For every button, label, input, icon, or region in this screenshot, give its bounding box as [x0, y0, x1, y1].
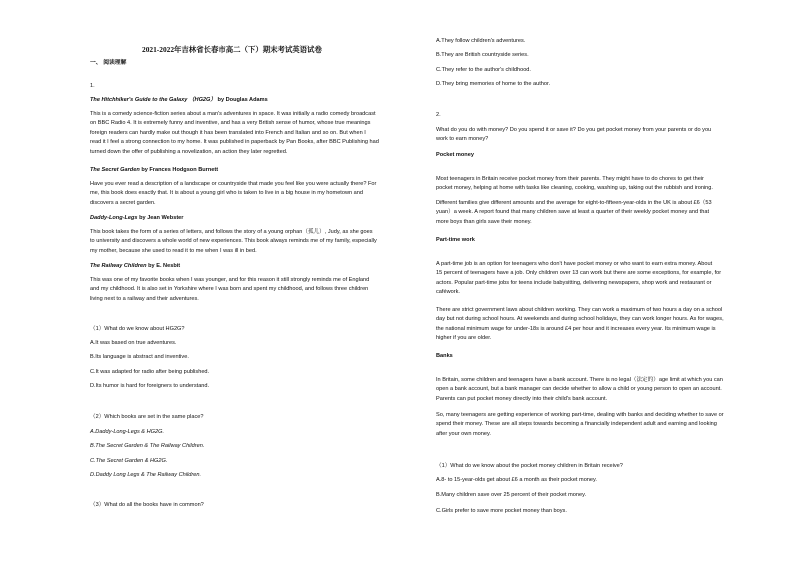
text-line: my mother, because she used to read it to me when I was ill in bed.: [90, 247, 257, 254]
paragraph: [436, 411, 724, 439]
text-line: A part-time job is an option for teenagers who don't have pocket money or who want to earn extra money. About: [436, 261, 713, 267]
text-line: more boys than girls save their money.: [436, 218, 532, 225]
text-line: living next to a railway and their adventures.: [90, 295, 199, 302]
paragraph: [436, 306, 724, 344]
section-heading: 一、 阅读理解: [90, 60, 127, 66]
option: C.The Secret Garden & HG2G.: [90, 457, 168, 464]
text-line: Have you ever read a description of a landscape or countryside that made you feel like you were actually there? For: [90, 181, 377, 187]
book-author: by Jean Webster: [139, 215, 184, 221]
option-list: [436, 37, 550, 90]
text-line: to university and discovers a whole world of new experiences. This book always reminds me of my family, especially: [90, 238, 377, 245]
book-title: Daddy-Long-Legs: [90, 215, 138, 221]
book-title: The Railway Children: [90, 263, 147, 269]
book-title: The Secret Garden: [90, 167, 140, 173]
option: C.It was adapted for radio after being published.: [90, 368, 210, 375]
text-line: caféwork.: [436, 289, 460, 296]
text-line: foreign readers can hardly make out though it has been translated into French and Italian and so on. But when I: [90, 129, 366, 136]
option-list: [436, 476, 597, 516]
question: （2）Which books are set in the same place?: [90, 414, 204, 420]
text-line: Parents can put pocket money directly into their child's bank account.: [436, 395, 608, 402]
question: （1）What do we know about HG2G?: [90, 326, 185, 332]
text-line: actors. Popular part-time jobs for teens include babysitting, delivering newspapers, shop work and restaurant or: [436, 279, 712, 286]
option: B.The Secret Garden & The Railway Children.: [90, 443, 205, 450]
text-line: spend their money. These are all steps towards becoming a financially independent adult and earning and looking: [436, 421, 717, 428]
text-line: on BBC Radio 4. It is extremely funny and inventive, and has a very British sense of humor, whose true meanings: [90, 120, 371, 127]
subheading: Part-time work: [436, 237, 475, 243]
option-list: [90, 428, 204, 481]
option: A.They follow children's adventures.: [436, 38, 526, 44]
book-heading: [90, 166, 218, 175]
text-line: In Britain, some children and teenagers have a bank account. There is no legal（法定的）age limit at which you can: [436, 377, 723, 383]
subheading: Pocket money: [436, 152, 474, 158]
paragraph: [436, 199, 712, 227]
text-line: me, this book does exactly that. It is about a young girl who is taken to live in a big house in my hometown and: [90, 190, 364, 197]
book-author: by Douglas Adams: [217, 97, 268, 103]
option: D.They bring memories of home to the author.: [436, 81, 551, 88]
text-line: the national minimum wage for under-18s is around £4 per hour and it increases every year. Its minimum wage is: [436, 325, 716, 332]
text-line: This book takes the form of a series of letters, and follows the story of a young orphan（孤儿）, Judy, as she goes: [90, 229, 373, 235]
book-heading: [90, 96, 268, 105]
text-line: day but not during school hours. At weekends and during school holidays, they can work longer hours. As for wages,: [436, 316, 724, 323]
option: B.Many children save over 25 percent of their pocket money.: [436, 492, 587, 499]
option: C.They refer to the author's childhood.: [436, 66, 531, 73]
text-line: pocket money, helping at home with tasks like cleaning, cooking, washing up, taking out the rubbish and ironing.: [436, 185, 713, 192]
question: （3）What do all the books have in common?: [90, 502, 204, 508]
book-heading: [90, 214, 183, 223]
text-line: So, many teenagers are getting experience of working part-time, dealing with banks and deciding whether to save or: [436, 412, 724, 418]
text-line: and my childhood. It is also set in Yorkshire where I was born and spent my childhood, and follows three children: [90, 286, 369, 293]
option: C.Girls prefer to save more pocket money than boys.: [436, 507, 567, 514]
text-line: yuan）a week. A report found that many children save at least a quarter of their weekly pocket money and that: [436, 209, 710, 216]
paragraph: [90, 110, 379, 157]
text-line: after your own money.: [436, 430, 491, 437]
question-number: 1.: [90, 83, 95, 89]
text-line: There are strict government laws about children working. They can work a maximum of two hours a day on a school: [436, 307, 723, 313]
paragraph: [90, 276, 369, 304]
text-line: work to earn money?: [436, 136, 489, 143]
paragraph: [90, 180, 376, 208]
question-number: 2.: [436, 112, 441, 118]
text-line: turned down the offer of publishing a novelization, an action they later regretted.: [90, 148, 288, 155]
option: A.It was based on true adventures.: [90, 340, 177, 346]
option: D.Its humor is hard for foreigners to understand.: [90, 383, 210, 390]
text-line: This was one of my favorite books when I was younger, and for this reason it still strongly reminds me of England: [90, 277, 370, 283]
text-line: 15 percent of teenagers have a job. Only children over 13 can work but there are some exceptions, for example, for: [436, 270, 722, 277]
option: B.Its language is abstract and inventive.: [90, 354, 189, 361]
text-line: Different families give different amounts and the average for eight-to-fifteen-year-olds in the UK is about £6（53: [436, 200, 712, 206]
text-line: higher if you are older.: [436, 335, 492, 342]
option: D.Daddy Long Legs & The Railway Children.: [90, 472, 202, 479]
book-author: by E. Nesbit: [148, 263, 181, 269]
paragraph: [436, 126, 711, 145]
paragraph: [436, 175, 713, 194]
paragraph: [436, 260, 721, 298]
question: （1）What do we know about the pocket money children in Britain receive?: [436, 463, 623, 469]
option: B.They are British countryside series.: [436, 52, 529, 59]
option: A.Daddy-Long-Legs & HG2G.: [90, 429, 164, 435]
book-title: The Hitchhiker's Guide to the Galaxy （HG2G）: [90, 97, 216, 103]
paragraph: [436, 376, 723, 404]
paragraph: [90, 228, 377, 256]
text-line: What do you do with money? Do you spend it or save it? Do you get pocket money from your parents or do you: [436, 127, 712, 133]
text-line: open a bank account, but a bank manager can decide whether to allow a child or young person to open an account.: [436, 386, 722, 393]
book-author: by Frances Hodgson Burnett: [141, 167, 219, 173]
text-line: Most teenagers in Britain receive pocket money from their parents. They might have to do chores to get their: [436, 176, 704, 182]
option-list: [90, 339, 209, 392]
subheading: Banks: [436, 353, 453, 359]
page-title: 2021-2022年吉林省长春市高二（下）期末考试英语试卷: [142, 45, 322, 54]
option: A.8- to 15-year-olds get about £6 a month as their pocket money.: [436, 477, 597, 483]
text-line: discovers a secret garden.: [90, 199, 156, 206]
text-line: read it I feel a strong connection to my home. It was published in paperback by Pan Books, after BBC Publishing had: [90, 139, 379, 146]
book-heading: [90, 262, 180, 271]
text-line: This is a comedy science-fiction series about a man's adventures in space. It was initially a radio comedy broadcast: [90, 111, 376, 117]
